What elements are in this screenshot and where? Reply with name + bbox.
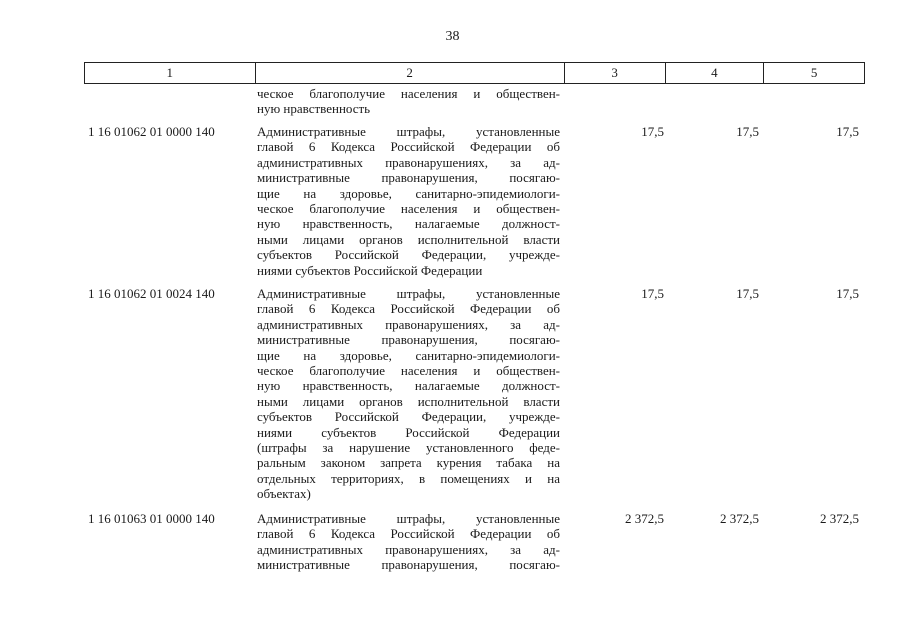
table-header-row <box>84 62 865 84</box>
desc-line: главой 6 Кодекса Российской Федерации об <box>257 526 560 542</box>
row-value-col-5: 17,5 <box>836 124 859 139</box>
row-description <box>257 124 560 278</box>
desc-line: ную нравственность, налагаемые должност- <box>257 216 560 232</box>
header-col-1: 1 <box>85 63 256 83</box>
header-col-3: 3 <box>565 63 666 83</box>
row-value-col-3: 17,5 <box>641 124 664 139</box>
desc-line: ными лицами органов исполнительной власти <box>257 393 560 409</box>
desc-line: объектах) <box>257 486 311 502</box>
row-description <box>257 511 560 573</box>
header-col-2: 2 <box>256 63 565 83</box>
continuation-line: ную нравственность <box>257 101 371 116</box>
row-value-col-3: 17,5 <box>641 286 664 301</box>
row-code: 1 16 01062 01 0024 140 <box>88 286 215 301</box>
row-value-col-4: 2 372,5 <box>720 511 759 526</box>
row-code: 1 16 01063 01 0000 140 <box>88 511 215 526</box>
desc-line: отдельных территориях, в помещениях и на <box>257 470 560 486</box>
desc-line: министративные правонарушения, посягаю- <box>257 170 560 186</box>
desc-line: министративные правонарушения, посягаю- <box>257 557 560 573</box>
row-value-col-4: 17,5 <box>736 124 759 139</box>
header-col-4: 4 <box>666 63 765 83</box>
desc-line: щие на здоровье, санитарно-эпидемиологи- <box>257 185 560 201</box>
row-value-col-3: 2 372,5 <box>625 511 664 526</box>
row-description <box>257 286 560 502</box>
desc-line: ческое благополучие населения и обществен- <box>257 363 560 379</box>
desc-line: ральным законом запрета курения табака на <box>257 455 560 471</box>
header-col-5: 5 <box>810 65 818 80</box>
desc-line: субъектов Российской Федерации, учрежде- <box>257 247 560 263</box>
row-value-col-4: 17,5 <box>736 286 759 301</box>
desc-line: ными лицами органов исполнительной власти <box>257 231 560 247</box>
row-value-col-5: 2 372,5 <box>820 511 859 526</box>
continuation-line: ческое благополучие населения и обществен- <box>257 86 560 101</box>
desc-line: Административные штрафы, установленные <box>257 286 560 301</box>
desc-line: министративные правонарушения, посягаю- <box>257 332 560 348</box>
desc-line: Административные штрафы, установленные <box>257 124 560 139</box>
desc-line: главой 6 Кодекса Российской Федерации об <box>257 139 560 155</box>
desc-line: субъектов Российской Федерации, учрежде- <box>257 409 560 425</box>
row-value-col-5: 17,5 <box>836 286 859 301</box>
desc-line: административных правонарушениях, за ад- <box>257 541 560 557</box>
desc-line: ниями субъектов Российской Федерации <box>257 424 560 440</box>
desc-line: ческое благополучие населения и обществен- <box>257 201 560 217</box>
desc-line: щие на здоровье, санитарно-эпидемиологи- <box>257 347 560 363</box>
desc-line: ниями субъектов Российской Федерации <box>257 262 483 278</box>
continuation-text <box>257 86 560 116</box>
desc-line: административных правонарушениях, за ад- <box>257 316 560 332</box>
desc-line: ную нравственность, налагаемые должност- <box>257 378 560 394</box>
desc-line: главой 6 Кодекса Российской Федерации об <box>257 301 560 317</box>
page-number: 38 <box>445 29 460 44</box>
desc-line: административных правонарушениях, за ад- <box>257 154 560 170</box>
row-code: 1 16 01062 01 0000 140 <box>88 124 215 139</box>
desc-line: (штрафы за нарушение установленного феде- <box>257 440 560 456</box>
desc-line: Административные штрафы, установленные <box>257 511 560 526</box>
